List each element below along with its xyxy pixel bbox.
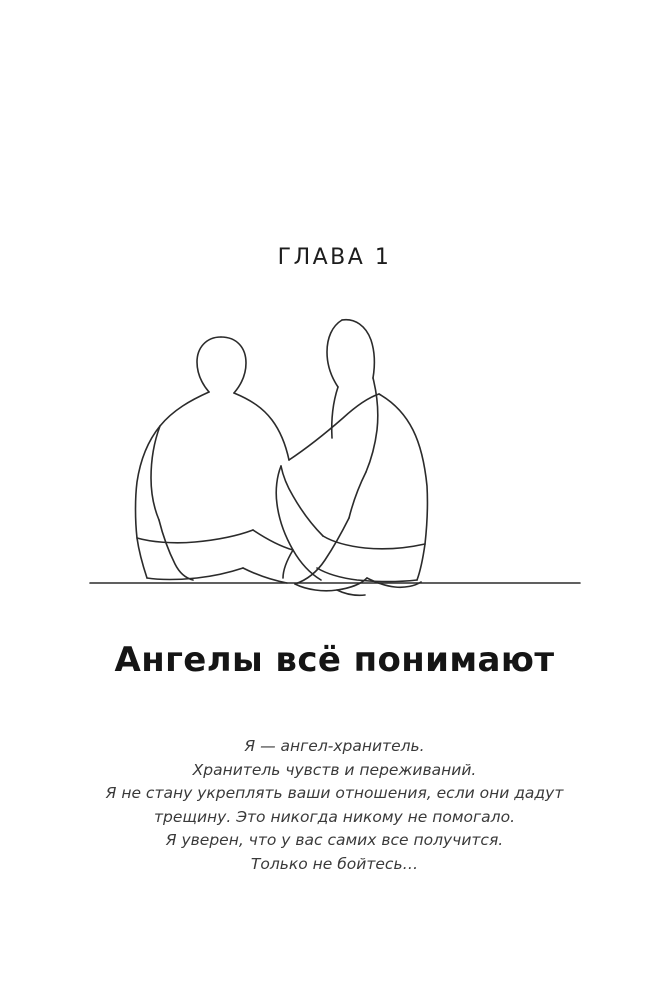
epigraph-line: Я — ангел-хранитель. <box>244 737 425 755</box>
right-figure-shin <box>276 466 321 580</box>
right-figure-thigh-top <box>281 466 323 536</box>
right-figure-head-left <box>327 320 342 387</box>
right-figure-finger-detail <box>337 590 365 595</box>
chapter-title: Ангелы всё понимают <box>114 640 555 680</box>
epigraph-line: Только не бойтесь… <box>250 854 419 873</box>
left-figure-head-left <box>197 337 221 392</box>
right-figure-hair-inner <box>331 387 337 438</box>
right-figure-head-right <box>342 320 374 378</box>
left-figure-seat <box>147 568 243 580</box>
line-art-couple-sitting-illustration <box>55 290 615 620</box>
figures-connector-lower <box>243 568 287 583</box>
right-figure-seat <box>317 568 417 582</box>
epigraph <box>65 735 605 876</box>
right-figure-back-outline <box>379 394 427 580</box>
right-figure-arm <box>295 518 349 584</box>
left-figure-shirt-hem <box>137 530 253 543</box>
epigraph-line: Я не стану укреплять ваши отношения, если они дадут <box>105 784 564 803</box>
right-figure-front-torso <box>349 472 366 518</box>
epigraph-line: трещину. Это никогда никому не помогало. <box>153 807 516 826</box>
right-figure-hair <box>366 378 378 472</box>
left-figure-back-outline <box>135 392 209 578</box>
epigraph-line: Хранитель чувств и переживаний. <box>192 760 477 779</box>
chapter-label: ГЛАВА 1 <box>277 245 392 270</box>
left-figure-right-shoulder <box>234 393 289 460</box>
left-figure-side-fold <box>159 520 193 580</box>
right-figure-calf-inner <box>283 550 293 578</box>
epigraph-line: Я уверен, что у вас самих все получится. <box>165 831 504 850</box>
left-figure-left-arm <box>151 426 160 520</box>
left-figure-head-right <box>221 337 246 393</box>
